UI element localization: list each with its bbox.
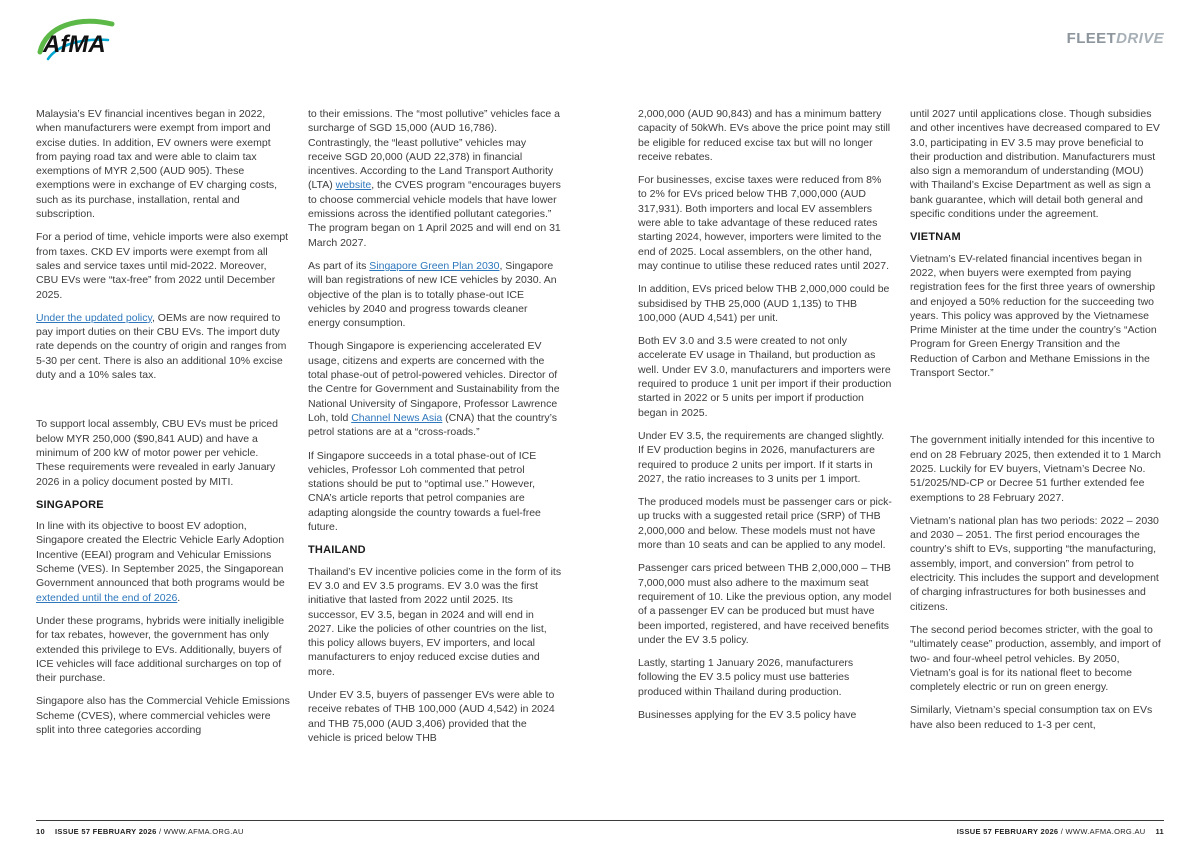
paragraph bbox=[910, 252, 1164, 381]
paragraph bbox=[638, 708, 892, 722]
text-run: Under EV 3.5, buyers of passenger EVs were able to receive rebates of THB 100,000 (AUD 4,542) in 2024 and THB 75,000 (AUD 3,406) provided that the vehicle is priced below THB bbox=[308, 688, 555, 744]
inline-link[interactable]: Singapore Green Plan 2030 bbox=[369, 259, 500, 272]
paragraph bbox=[308, 339, 562, 439]
inline-link[interactable]: Under the updated policy bbox=[36, 311, 152, 324]
paragraph bbox=[36, 311, 290, 382]
section-heading bbox=[308, 543, 562, 557]
paragraph bbox=[308, 449, 562, 535]
paragraph bbox=[36, 694, 290, 737]
footer-issue-right: ISSUE 57 FEBRUARY 2026 bbox=[956, 827, 1059, 836]
text-run: The produced models must be passenger cars or pick-up trucks with a suggested retail price (SRP) of THB 2,000,000 and below. These models must not have more than 10 seats and can be applied to any model. bbox=[638, 496, 892, 552]
text-run: Thailand’s EV incentive policies come in the form of its EV 3.0 and EV 3.5 programs. EV 3.0 was the first initiative that lasted from 2022 until 2025. Its successor, EV 3.5, began in 2024 and will end in 2027. Like the policies of other countries on the list, this policy allows buyers, EV importers, and local manufacturers to enjoy reduced excise duties and more. bbox=[308, 565, 562, 678]
paragraph bbox=[308, 565, 562, 679]
afma-logo bbox=[34, 12, 120, 66]
text-run: , Singapore will ban registrations of new ICE vehicles by 2030. An objective of the plan is to totally phase-out ICE vehicles by 2040 and progress towards cleaner energy consumption. bbox=[308, 259, 557, 330]
paragraph bbox=[638, 282, 892, 325]
masthead bbox=[1067, 30, 1164, 47]
text-run: Singapore also has the Commercial Vehicle Emissions Scheme (CVES), where commercial vehicles were split into three categories according bbox=[36, 695, 290, 736]
page-number-right: 11 bbox=[1155, 827, 1164, 836]
afma-logo-icon bbox=[34, 12, 120, 66]
paragraph bbox=[910, 514, 1164, 614]
afma-logo-text: AfMA bbox=[43, 31, 106, 58]
text-run: SINGAPORE bbox=[36, 498, 104, 511]
column-4 bbox=[910, 107, 1164, 741]
column-1 bbox=[36, 107, 290, 746]
text-run: , the CVES program “encourages buyers to choose commercial vehicle models that have lower emissions across the identified pollutant categories.” The program began on 1 April 2025 and will end on 31 March 2027. bbox=[308, 179, 561, 249]
masthead-drive: DRIVE bbox=[1116, 30, 1164, 47]
text-run: . bbox=[177, 591, 181, 604]
paragraph bbox=[910, 433, 1164, 504]
text-run: Vietnam’s national plan has two periods: 2022 – 2030 and 2030 – 2051. The first period encourages the country’s shift to EVs, supporting “the manufacturing, assembly, import, and conversion” from petrol to electricity. This includes the support and development of charging infrastructures for both businesses and citizens. bbox=[910, 514, 1159, 613]
section-heading bbox=[910, 230, 1164, 244]
footer-issue-left: ISSUE 57 FEBRUARY 2026 bbox=[54, 827, 157, 836]
footer-left bbox=[36, 827, 244, 836]
paragraph bbox=[638, 429, 892, 486]
text-run: THAILAND bbox=[308, 544, 366, 557]
paragraph bbox=[638, 173, 892, 273]
text-run: Businesses applying for the EV 3.5 policy have bbox=[638, 708, 857, 721]
footer-rule bbox=[36, 820, 1164, 821]
paragraph bbox=[638, 334, 892, 420]
column-3 bbox=[638, 107, 892, 731]
paragraph bbox=[36, 519, 290, 605]
paragraph bbox=[910, 703, 1164, 732]
text-run: For a period of time, vehicle imports were also exempt from taxes. CKD EV imports were exempt from all sales and service taxes until mid-2022. Moreover, CBU EVs were “tax-free” from 2022 until December 2025. bbox=[36, 231, 289, 301]
masthead-fleet: FLEET bbox=[1066, 30, 1117, 47]
text-run: Though Singapore is experiencing accelerated EV usage, citizens and experts are concerned with the total phase-out of petrol-powered vehicles. Director of the Centre for Government and Sustainability from the National University of Singapore, Professor Lawrence Loh, told bbox=[308, 340, 560, 424]
text-run: The government initially intended for this incentive to end on 28 February 2025, then extended it to 1 March 2025. Luckily for EV buyers, Vietnam’s Decree No. 51/2025/ND-CP or Decree 51 further extended fee exemptions to 28 February 2027. bbox=[910, 434, 1162, 504]
text-run: Under these programs, hybrids were initially ineligible for tax rebates, however, the government has only extended this privilege to EVs. Additionally, buyers of ICE vehicles will face additional surcharges on top of their purchase. bbox=[36, 614, 285, 685]
text-run: , OEMs are now required to pay import duties on their CBU EVs. The import duty rate depends on the country of origin and ranges from 5-30 per cent. There is also an additional 10% excise duty and a 10% sales tax. bbox=[36, 311, 287, 382]
text-run: (CNA) that the country’s petrol stations are at a “cross-roads.” bbox=[308, 411, 558, 439]
paragraph bbox=[308, 259, 562, 330]
text-run: For businesses, excise taxes were reduced from 8% to 2% for EVs priced below THB 7,000,000 (AUD 317,931). Both importers and local EV assemblers were able to take advantage of these reduced rates starting 2024, however, importers were limited to the end of 2025. Local assemblers, on the other hand, may continue to utilise these reduced rates until 2027. bbox=[638, 174, 889, 272]
text-run: In line with its objective to boost EV adoption, Singapore created the Electric Vehicle Early Adoption Incentive (EEAI) program and Vehicular Emissions Scheme (VES). In September 2025, the Singaporean Government announced that both programs would be bbox=[36, 520, 285, 590]
paragraph bbox=[638, 495, 892, 552]
paragraph bbox=[36, 230, 290, 301]
column-gap bbox=[910, 389, 1164, 433]
text-run: If Singapore succeeds in a total phase-out of ICE vehicles, Professor Loh commented that petrol stations should be put to “optimal use.” However, CNA’s article reports that petrol companies are adapting alongside the country towards a fuel-free future. bbox=[308, 449, 541, 534]
text-run: Both EV 3.0 and 3.5 were created to not only accelerate EV usage in Thailand, but production as well. Under EV 3.0, manufacturers and importers were required to produce 1 unit per import if their production started in 2022 or 5 units per import if production began in 2025. bbox=[638, 335, 892, 419]
footer-url-right: / WWW.AFMA.ORG.AU bbox=[1058, 827, 1146, 836]
paragraph bbox=[910, 623, 1164, 694]
text-run: As part of its bbox=[308, 259, 370, 272]
text-run: Similarly, Vietnam’s special consumption tax on EVs have also been reduced to 1-3 per cent, bbox=[910, 704, 1153, 731]
paragraph bbox=[36, 417, 290, 488]
paragraph bbox=[910, 107, 1164, 221]
text-run: In addition, EVs priced below THB 2,000,000 could be subsidised by THB 25,000 (AUD 1,135) to THB 100,000 (AUD 4,541) per unit. bbox=[638, 283, 890, 324]
paragraph bbox=[36, 107, 290, 221]
footer-right bbox=[957, 827, 1164, 836]
paragraph bbox=[638, 561, 892, 647]
text-run: Passenger cars priced between THB 2,000,000 – THB 7,000,000 must also adhere to the maximum seat requirement of 10. Like the previous option, any model of a passenger EV can be produced but must have been imported, registered, and have received benefits under the EV 3.5 policy. bbox=[638, 562, 892, 646]
footer bbox=[36, 827, 1164, 836]
inline-link[interactable]: Channel News Asia bbox=[351, 411, 443, 424]
text-run: to their emissions. The “most pollutive” vehicles face a surcharge of SGD 15,000 (AUD 16,786). Contrastingly, the “least pollutive” vehicles may receive SGD 20,000 (AUD 22,378) in financial incentives. According to the Land Transport Authority (LTA) bbox=[308, 108, 560, 192]
paragraph bbox=[308, 688, 562, 745]
text-run: Vietnam’s EV-related financial incentives began in 2022, when buyers were exempted from paying registration fees for the first three years of ownership and enjoyed a 50% reduction for the succeeding two years. This policy was approved by the Vietnamese Prime Minister at the time under the country’s “Action Program for Green Energy Transition and the Reduction of Carbon and Methane Emissions in the Transport Sector.” bbox=[910, 252, 1157, 380]
text-run: The second period becomes stricter, with the goal to “ultimately cease” production, assembly, and import of two- and four-wheel petrol vehicles. By 2050, Vietnam’s goal is for its national fleet to become completely electric or run on green energy. bbox=[910, 623, 1161, 694]
text-run: Lastly, starting 1 January 2026, manufacturers following the EV 3.5 policy must use batteries produced within Thailand during production. bbox=[638, 657, 854, 698]
text-run: To support local assembly, CBU EVs must be priced below MYR 250,000 ($90,841 AUD) and have a minimum of 200 kW of motor power per vehicle. These requirements were revealed in early January 2026 in a policy document posted by MITI. bbox=[36, 418, 278, 488]
text-run: Malaysia’s EV financial incentives began in 2022, when manufacturers were exempt from import and excise duties. In addition, EV owners were exempt from paying road tax and were able to claim tax exemptions of MYR 2,500 (AUD 905). These exemptions were in exchange of EV charging costs, such as its purchase, installation, rental and subscription. bbox=[36, 108, 278, 221]
text-run: Under EV 3.5, the requirements are changed slightly. If EV production begins in 2026, manufacturers are required to produce 2 units per import. If it starts in 2027, the ratio increases to 3 units per 1 import. bbox=[638, 429, 885, 485]
content-columns bbox=[36, 107, 1164, 754]
inline-link[interactable]: website bbox=[335, 179, 372, 192]
text-run: 2,000,000 (AUD 90,843) and has a minimum battery capacity of 50kWh. EVs above the price point may still be eligible for reduced excise tax but will no longer receive rebates. bbox=[638, 108, 891, 163]
text-run: until 2027 until applications close. Though subsidies and other incentives have decreased compared to EV 3.0, participating in EV 3.5 may prove beneficial to their production and distribution. Manufacturers must also sign a memorandum of understanding (MOU) with Thailand’s Excise Department as well as sign a bank guarantee, which will detail both general and specific conditions under the agreement. bbox=[910, 108, 1160, 221]
paragraph bbox=[638, 656, 892, 699]
paragraph bbox=[36, 614, 290, 685]
section-heading bbox=[36, 498, 290, 512]
text-run: VIETNAM bbox=[910, 231, 961, 244]
paragraph bbox=[308, 107, 562, 250]
footer-url-left: / WWW.AFMA.ORG.AU bbox=[156, 827, 244, 836]
column-gap bbox=[36, 391, 290, 417]
inline-link[interactable]: extended until the end of 2026 bbox=[36, 591, 178, 604]
paragraph bbox=[638, 107, 892, 164]
page-number-left: 10 bbox=[36, 827, 45, 836]
column-2 bbox=[308, 107, 562, 754]
